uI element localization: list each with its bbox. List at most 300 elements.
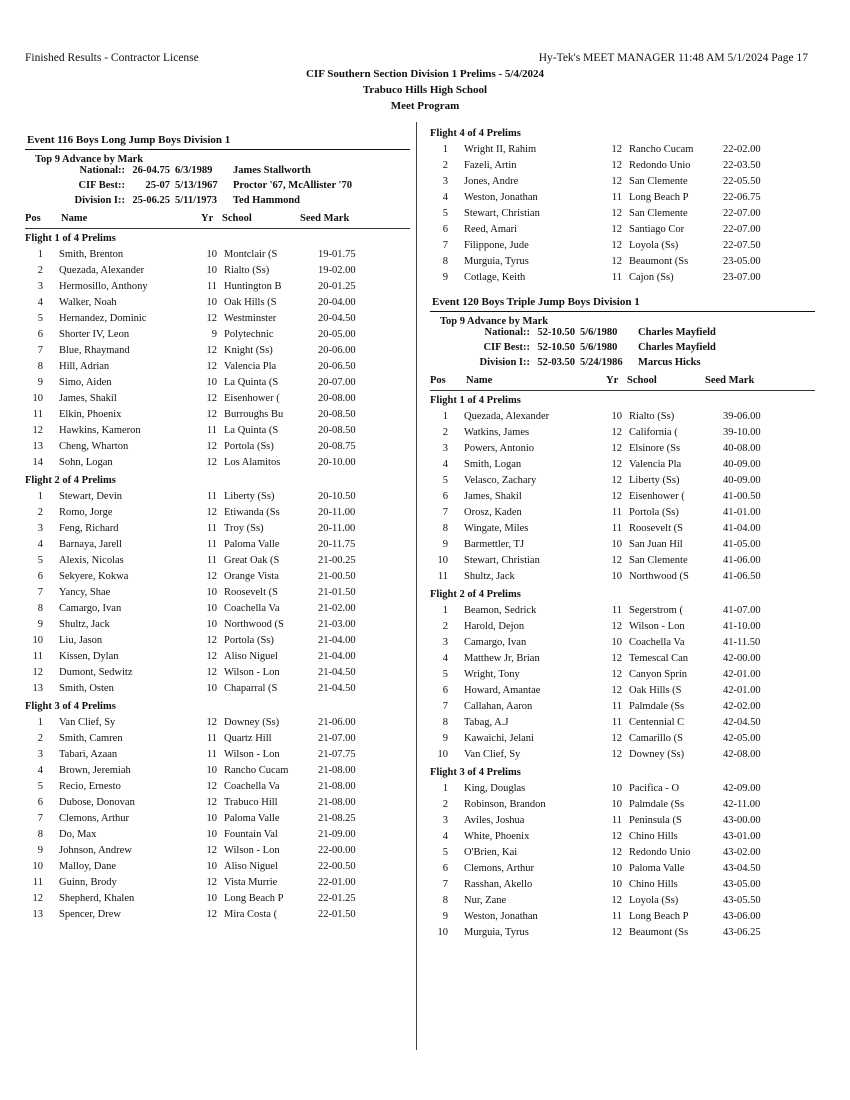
advance-rule: Top 9 Advance by Mark bbox=[35, 154, 144, 165]
entry-seed: 42-01.00 bbox=[723, 685, 761, 696]
entry-seed: 43-05.50 bbox=[723, 895, 761, 906]
entry-seed: 21-01.50 bbox=[318, 587, 356, 598]
entry-seed: 20-07.00 bbox=[318, 377, 356, 388]
entry-row bbox=[430, 667, 815, 683]
entry-row bbox=[25, 731, 410, 747]
entry-yr: 12 bbox=[611, 685, 622, 696]
entry-school: Oak Hills (S bbox=[629, 685, 682, 696]
entry-yr: 10 bbox=[206, 813, 217, 824]
entry-yr: 12 bbox=[611, 459, 622, 470]
entry-yr: 10 bbox=[611, 879, 622, 890]
entry-row bbox=[430, 425, 815, 441]
entry-seed: 22-07.00 bbox=[723, 224, 761, 235]
entry-name: Weston, Jonathan bbox=[464, 911, 538, 922]
col-name-header: Name bbox=[61, 213, 88, 224]
entry-seed: 41-00.50 bbox=[723, 491, 761, 502]
entry-name: Dubose, Donovan bbox=[59, 797, 135, 808]
entry-pos: 8 bbox=[37, 829, 43, 840]
entry-seed: 42-05.00 bbox=[723, 733, 761, 744]
column-headers bbox=[430, 375, 815, 390]
entry-row bbox=[430, 537, 815, 553]
entry-yr: 12 bbox=[611, 653, 622, 664]
entry-pos: 10 bbox=[437, 555, 448, 566]
entry-name: Simo, Aiden bbox=[59, 377, 112, 388]
event-120-title: Event 120 Boys Triple Jump Boys Division 1 bbox=[432, 296, 640, 308]
entry-row bbox=[430, 747, 815, 763]
record-date: 6/3/1989 bbox=[175, 165, 213, 176]
entry-pos: 2 bbox=[442, 160, 448, 171]
entry-school: Beaumont (Ss bbox=[629, 256, 689, 267]
entry-row bbox=[25, 585, 410, 601]
entry-seed: 21-07.00 bbox=[318, 733, 356, 744]
entry-row bbox=[25, 779, 410, 795]
entry-yr: 11 bbox=[611, 815, 622, 826]
entry-yr: 11 bbox=[206, 749, 217, 760]
entry-pos: 7 bbox=[37, 345, 43, 356]
entry-row bbox=[430, 909, 815, 925]
entry-school: Elsinore (Ss bbox=[629, 443, 681, 454]
event-120-flights bbox=[430, 393, 815, 941]
entry-pos: 5 bbox=[442, 669, 448, 680]
entry-school: Los Alamitos bbox=[224, 457, 281, 468]
entry-yr: 10 bbox=[206, 861, 217, 872]
col-pos-header: Pos bbox=[25, 213, 41, 224]
entry-seed: 42-02.00 bbox=[723, 701, 761, 712]
entry-row bbox=[25, 359, 410, 375]
entry-yr: 12 bbox=[611, 176, 622, 187]
entry-seed: 22-06.75 bbox=[723, 192, 761, 203]
entry-seed: 22-05.50 bbox=[723, 176, 761, 187]
entry-row bbox=[430, 845, 815, 861]
flight-heading: Flight 4 of 4 Prelims bbox=[430, 128, 521, 139]
entry-name: Stewart, Devin bbox=[59, 491, 122, 502]
entry-seed: 20-06.50 bbox=[318, 361, 356, 372]
entry-pos: 8 bbox=[442, 256, 448, 267]
entry-seed: 20-01.25 bbox=[318, 281, 356, 292]
entry-yr: 12 bbox=[206, 409, 217, 420]
entry-yr: 11 bbox=[206, 539, 217, 550]
record-holder: James Stallworth bbox=[233, 165, 311, 176]
entry-pos: 4 bbox=[442, 653, 448, 664]
entry-name: Hill, Adrian bbox=[59, 361, 110, 372]
entry-school: San Juan Hil bbox=[629, 539, 683, 550]
entry-seed: 21-08.00 bbox=[318, 797, 356, 808]
entry-school: Rialto (Ss) bbox=[629, 411, 675, 422]
entry-pos: 6 bbox=[37, 571, 43, 582]
entry-name: Sohn, Logan bbox=[59, 457, 113, 468]
entry-name: White, Phoenix bbox=[464, 831, 530, 842]
entry-row bbox=[430, 409, 815, 425]
entry-school: Valencia Pla bbox=[629, 459, 682, 470]
entry-seed: 21-07.75 bbox=[318, 749, 356, 760]
entry-yr: 10 bbox=[206, 297, 217, 308]
entry-pos: 4 bbox=[37, 765, 43, 776]
record-row bbox=[25, 180, 410, 195]
entry-seed: 23-07.00 bbox=[723, 272, 761, 283]
entry-school: Downey (Ss) bbox=[224, 717, 280, 728]
record-date: 5/6/1980 bbox=[580, 327, 618, 338]
entry-row bbox=[430, 489, 815, 505]
entry-seed: 41-04.00 bbox=[723, 523, 761, 534]
entry-school: Long Beach P bbox=[224, 893, 284, 904]
record-label: National:: bbox=[79, 165, 125, 176]
entry-seed: 22-02.00 bbox=[723, 144, 761, 155]
entry-yr: 11 bbox=[611, 272, 622, 283]
entry-school: Montclair (S bbox=[224, 249, 278, 260]
meet-title: CIF Southern Section Division 1 Prelims - 5/4/2024 bbox=[305, 68, 545, 80]
entry-name: Walker, Noah bbox=[59, 297, 117, 308]
entry-yr: 12 bbox=[611, 831, 622, 842]
venue-title: Trabuco Hills High School bbox=[362, 84, 488, 96]
entry-name: Weston, Jonathan bbox=[464, 192, 538, 203]
entry-row bbox=[25, 391, 410, 407]
entry-name: Smith, Logan bbox=[464, 459, 522, 470]
entry-school: Portola (Ss) bbox=[224, 635, 274, 646]
entry-school: Knight (Ss) bbox=[224, 345, 273, 356]
record-date: 5/24/1986 bbox=[580, 357, 623, 368]
entry-seed: 20-10.50 bbox=[318, 491, 356, 502]
entry-school: Loyola (Ss) bbox=[629, 240, 679, 251]
entry-pos: 5 bbox=[442, 208, 448, 219]
entry-row bbox=[25, 795, 410, 811]
entry-name: Rasshan, Akello bbox=[464, 879, 533, 890]
col-seed-header: Seed Mark bbox=[705, 375, 755, 386]
entry-pos: 10 bbox=[32, 393, 43, 404]
entry-pos: 14 bbox=[32, 457, 43, 468]
entry-school: San Clemente bbox=[629, 208, 688, 219]
entry-yr: 12 bbox=[611, 555, 622, 566]
entry-row bbox=[25, 843, 410, 859]
entry-pos: 4 bbox=[442, 831, 448, 842]
entry-school: Westminster bbox=[224, 313, 277, 324]
entry-yr: 10 bbox=[206, 603, 217, 614]
entry-pos: 2 bbox=[37, 733, 43, 744]
entry-name: Reed, Amari bbox=[464, 224, 518, 235]
entry-pos: 11 bbox=[32, 409, 43, 420]
entry-row bbox=[430, 521, 815, 537]
entry-yr: 11 bbox=[611, 507, 622, 518]
entry-pos: 1 bbox=[442, 605, 448, 616]
entry-pos: 1 bbox=[442, 144, 448, 155]
entry-seed: 22-01.50 bbox=[318, 909, 356, 920]
entry-yr: 10 bbox=[206, 265, 217, 276]
entry-name: Feng, Richard bbox=[59, 523, 119, 534]
entry-pos: 3 bbox=[37, 749, 43, 760]
entry-school: Pacifica - O bbox=[629, 783, 680, 794]
entry-row bbox=[430, 190, 815, 206]
entry-yr: 12 bbox=[611, 669, 622, 680]
record-date: 5/13/1967 bbox=[175, 180, 218, 191]
entry-school: Huntington B bbox=[224, 281, 282, 292]
entry-pos: 12 bbox=[32, 667, 43, 678]
entry-row bbox=[25, 601, 410, 617]
record-label: Division I:: bbox=[479, 357, 530, 368]
col-seed-header: Seed Mark bbox=[300, 213, 350, 224]
entry-school: Eisenhower ( bbox=[224, 393, 280, 404]
entry-school: Temescal Can bbox=[629, 653, 689, 664]
entry-name: James, Shakil bbox=[464, 491, 522, 502]
entry-name: James, Shakil bbox=[59, 393, 117, 404]
entry-name: Howard, Amantae bbox=[464, 685, 541, 696]
entry-name: Brown, Jeremiah bbox=[59, 765, 131, 776]
entry-school: Peninsula (S bbox=[629, 815, 682, 826]
entry-row bbox=[25, 747, 410, 763]
entry-row bbox=[25, 553, 410, 569]
record-date: 5/11/1973 bbox=[175, 195, 218, 206]
entry-pos: 10 bbox=[32, 861, 43, 872]
entry-seed: 39-06.00 bbox=[723, 411, 761, 422]
entry-name: Clemons, Arthur bbox=[59, 813, 129, 824]
entry-name: Romo, Jorge bbox=[59, 507, 113, 518]
entry-seed: 22-07.00 bbox=[723, 208, 761, 219]
entry-name: Shultz, Jack bbox=[59, 619, 110, 630]
entry-yr: 9 bbox=[211, 329, 217, 340]
entry-school: Portola (Ss) bbox=[629, 507, 679, 518]
entry-pos: 13 bbox=[32, 441, 43, 452]
entry-yr: 10 bbox=[206, 765, 217, 776]
entry-name: Fazeli, Artin bbox=[464, 160, 517, 171]
entry-row bbox=[25, 327, 410, 343]
entry-yr: 10 bbox=[206, 249, 217, 260]
entry-pos: 1 bbox=[37, 491, 43, 502]
entry-school: La Quinta (S bbox=[224, 377, 279, 388]
entry-pos: 9 bbox=[37, 619, 43, 630]
entry-seed: 21-00.25 bbox=[318, 555, 356, 566]
entry-row bbox=[25, 569, 410, 585]
report-header-right: Hy-Tek's MEET MANAGER 11:48 AM 5/1/2024 Page 17 bbox=[538, 52, 808, 64]
entry-pos: 1 bbox=[442, 411, 448, 422]
entry-seed: 22-01.00 bbox=[318, 877, 356, 888]
entry-name: Stewart, Christian bbox=[464, 555, 540, 566]
event-rule bbox=[25, 149, 410, 150]
entry-pos: 2 bbox=[442, 427, 448, 438]
entry-name: Shepherd, Khalen bbox=[59, 893, 135, 904]
entry-school: Liberty (Ss) bbox=[629, 475, 680, 486]
entry-seed: 43-02.00 bbox=[723, 847, 761, 858]
entry-yr: 12 bbox=[206, 909, 217, 920]
entry-row bbox=[430, 813, 815, 829]
entry-seed: 20-05.00 bbox=[318, 329, 356, 340]
entry-school: Fountain Val bbox=[224, 829, 278, 840]
entry-pos: 1 bbox=[37, 249, 43, 260]
entry-yr: 12 bbox=[611, 927, 622, 938]
entry-row bbox=[25, 633, 410, 649]
entry-name: Barmettler, TJ bbox=[464, 539, 525, 550]
entry-seed: 21-08.00 bbox=[318, 765, 356, 776]
entry-row bbox=[430, 877, 815, 893]
entry-yr: 11 bbox=[611, 717, 622, 728]
entry-yr: 12 bbox=[206, 667, 217, 678]
column-divider bbox=[416, 122, 417, 1050]
entry-yr: 12 bbox=[206, 313, 217, 324]
entry-pos: 6 bbox=[442, 491, 448, 502]
entry-seed: 22-07.50 bbox=[723, 240, 761, 251]
entry-yr: 11 bbox=[206, 491, 217, 502]
event-116-title: Event 116 Boys Long Jump Boys Division 1 bbox=[27, 134, 231, 146]
entry-school: Vista Murrie bbox=[224, 877, 278, 888]
entry-name: Sekyere, Kokwa bbox=[59, 571, 129, 582]
entry-row bbox=[25, 343, 410, 359]
entry-name: Yancy, Shae bbox=[59, 587, 111, 598]
entry-pos: 4 bbox=[442, 192, 448, 203]
entry-yr: 12 bbox=[206, 781, 217, 792]
entry-pos: 9 bbox=[37, 845, 43, 856]
entry-yr: 12 bbox=[206, 635, 217, 646]
entry-name: Tabari, Azaan bbox=[59, 749, 118, 760]
entry-name: Johnson, Andrew bbox=[59, 845, 132, 856]
entry-pos: 2 bbox=[37, 507, 43, 518]
col-yr-header: Yr bbox=[201, 213, 214, 224]
column-header-rule bbox=[430, 390, 815, 391]
entry-name: Murguia, Tyrus bbox=[464, 256, 529, 267]
entry-name: Do, Max bbox=[59, 829, 97, 840]
entry-school: Rancho Cucam bbox=[224, 765, 289, 776]
entry-name: Quezada, Alexander bbox=[59, 265, 145, 276]
entry-name: Blue, Rhaymand bbox=[59, 345, 130, 356]
entry-yr: 12 bbox=[611, 491, 622, 502]
entry-row bbox=[430, 699, 815, 715]
entry-pos: 1 bbox=[442, 783, 448, 794]
event-rule bbox=[430, 311, 815, 312]
entry-school: Coachella Va bbox=[224, 781, 280, 792]
entry-name: Clemons, Arthur bbox=[464, 863, 534, 874]
entry-seed: 21-04.50 bbox=[318, 683, 356, 694]
entry-seed: 42-01.00 bbox=[723, 669, 761, 680]
entry-seed: 41-01.00 bbox=[723, 507, 761, 518]
entry-row bbox=[430, 893, 815, 909]
entry-school: Palmdale (Ss bbox=[629, 799, 685, 810]
entry-row bbox=[430, 651, 815, 667]
entry-school: Camarillo (S bbox=[629, 733, 683, 744]
entry-school: Mira Costa ( bbox=[224, 909, 278, 920]
entry-seed: 21-04.50 bbox=[318, 667, 356, 678]
entry-seed: 40-08.00 bbox=[723, 443, 761, 454]
entry-seed: 21-02.00 bbox=[318, 603, 356, 614]
column-header-rule bbox=[25, 228, 410, 229]
entry-name: Beamon, Sedrick bbox=[464, 605, 537, 616]
entry-row bbox=[25, 521, 410, 537]
entry-pos: 10 bbox=[437, 927, 448, 938]
entry-row bbox=[430, 683, 815, 699]
entry-row bbox=[25, 891, 410, 907]
record-row bbox=[430, 342, 815, 357]
entry-pos: 8 bbox=[37, 361, 43, 372]
entry-pos: 5 bbox=[37, 781, 43, 792]
entry-row bbox=[430, 222, 815, 238]
entry-seed: 41-06.50 bbox=[723, 571, 761, 582]
entry-school: Trabuco Hill bbox=[224, 797, 278, 808]
entry-pos: 8 bbox=[442, 895, 448, 906]
entry-pos: 6 bbox=[442, 863, 448, 874]
entry-yr: 12 bbox=[611, 847, 622, 858]
entry-yr: 10 bbox=[611, 637, 622, 648]
entry-row bbox=[25, 407, 410, 423]
entry-name: Spencer, Drew bbox=[59, 909, 121, 920]
entry-row bbox=[25, 263, 410, 279]
entry-school: Chino Hills bbox=[629, 879, 678, 890]
advance-rule: Top 9 Advance by Mark bbox=[440, 316, 549, 327]
entry-seed: 42-04.50 bbox=[723, 717, 761, 728]
entry-seed: 20-08.50 bbox=[318, 409, 356, 420]
entry-seed: 22-01.25 bbox=[318, 893, 356, 904]
col-name-header: Name bbox=[466, 375, 493, 386]
entry-school: Burroughs Bu bbox=[224, 409, 284, 420]
entry-row bbox=[430, 861, 815, 877]
entry-name: Filippone, Jude bbox=[464, 240, 529, 251]
entry-yr: 10 bbox=[206, 587, 217, 598]
col-school-header: School bbox=[627, 375, 657, 386]
entry-row bbox=[25, 311, 410, 327]
record-mark: 26-04.75 bbox=[132, 165, 170, 176]
entry-name: Velasco, Zachary bbox=[464, 475, 537, 486]
entry-pos: 13 bbox=[32, 909, 43, 920]
entry-school: Beaumont (Ss bbox=[629, 927, 689, 938]
entry-seed: 42-00.00 bbox=[723, 653, 761, 664]
entry-pos: 6 bbox=[37, 797, 43, 808]
entry-row bbox=[430, 925, 815, 941]
col-school-header: School bbox=[222, 213, 252, 224]
entry-name: Shultz, Jack bbox=[464, 571, 515, 582]
flight-heading: Flight 3 of 4 Prelims bbox=[430, 767, 521, 778]
entry-row bbox=[430, 829, 815, 845]
entry-yr: 10 bbox=[206, 619, 217, 630]
entry-seed: 19-01.75 bbox=[318, 249, 356, 260]
entry-yr: 11 bbox=[206, 733, 217, 744]
entry-seed: 20-11.75 bbox=[318, 539, 356, 550]
entry-yr: 12 bbox=[206, 361, 217, 372]
entry-name: Callahan, Aaron bbox=[464, 701, 533, 712]
entry-name: Hermosillo, Anthony bbox=[59, 281, 148, 292]
entry-name: Quezada, Alexander bbox=[464, 411, 550, 422]
entry-seed: 20-08.75 bbox=[318, 441, 356, 452]
entry-school: Orange Vista bbox=[224, 571, 279, 582]
entry-row bbox=[25, 423, 410, 439]
entry-school: Portola (Ss) bbox=[224, 441, 274, 452]
record-row bbox=[25, 165, 410, 180]
entry-seed: 22-00.00 bbox=[318, 845, 356, 856]
entry-pos: 7 bbox=[442, 701, 448, 712]
entry-row bbox=[25, 715, 410, 731]
record-label: CIF Best:: bbox=[78, 180, 125, 191]
entry-name: Tabag, A.J bbox=[464, 717, 509, 728]
entry-school: Northwood (S bbox=[224, 619, 284, 630]
entry-name: Murguia, Tyrus bbox=[464, 927, 529, 938]
entry-pos: 7 bbox=[442, 240, 448, 251]
entry-yr: 10 bbox=[206, 377, 217, 388]
entry-seed: 21-09.00 bbox=[318, 829, 356, 840]
record-holder: Marcus Hicks bbox=[638, 357, 701, 368]
entry-row bbox=[25, 907, 410, 923]
flight-heading: Flight 2 of 4 Prelims bbox=[430, 589, 521, 600]
entry-pos: 1 bbox=[37, 717, 43, 728]
entry-school: Wilson - Lon bbox=[224, 667, 280, 678]
column-headers bbox=[25, 213, 410, 228]
entry-seed: 20-08.50 bbox=[318, 425, 356, 436]
entry-pos: 4 bbox=[442, 459, 448, 470]
entry-yr: 12 bbox=[611, 240, 622, 251]
entry-yr: 11 bbox=[206, 523, 217, 534]
entry-row bbox=[25, 617, 410, 633]
entry-yr: 12 bbox=[206, 717, 217, 728]
entry-row bbox=[430, 619, 815, 635]
event-116-records bbox=[25, 154, 410, 229]
entry-school: Liberty (Ss) bbox=[224, 491, 275, 502]
entry-name: Kawaichi, Jelani bbox=[464, 733, 534, 744]
entry-pos: 9 bbox=[442, 911, 448, 922]
entry-row bbox=[430, 731, 815, 747]
entry-seed: 20-06.00 bbox=[318, 345, 356, 356]
entry-pos: 12 bbox=[32, 893, 43, 904]
